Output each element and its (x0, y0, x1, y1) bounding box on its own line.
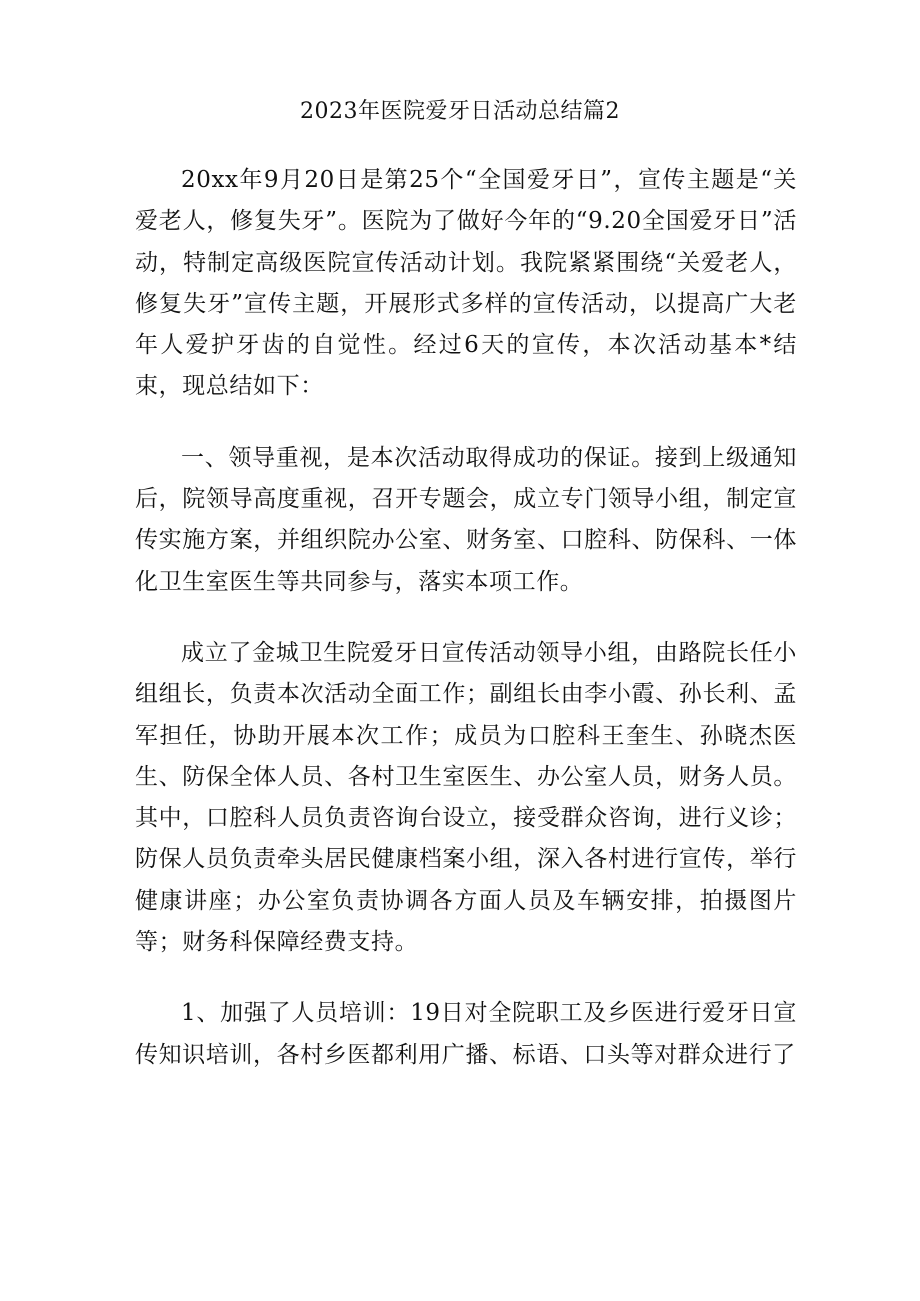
document-body (135, 160, 797, 1106)
paragraph-team: 成立了金城卫生院爱牙日宣传活动领导小组，由路院长任小组组长，负责本次活动全面工作；副组长由李小霞、孙长利、孟军担任，协助开展本次工作；成员为口腔科王奎生、孙晓杰医生、防保全体人员、各村卫生室医生、办公室人员，财务人员。其中，口腔科人员负责咨询台设立，接受群众咨询，进行义诊；防保人员负责牵头居民健康档案小组，深入各村进行宣传，举行健康讲座；办公室负责协调各方面人员及车辆安排，拍摄图片等；财务科保障经费支持。 (135, 639, 797, 956)
paragraph-leadership: 一、领导重视，是本次活动取得成功的保证。接到上级通知后，院领导高度重视，召开专题会，成立专门领导小组，制定宣传实施方案，并组织院办公室、财务室、口腔科、防保科、一体化卫生室医生等共同参与，落实本项工作。 (135, 444, 797, 595)
paragraph-intro: 20xx年9月20日是第25个“全国爱牙日”，宣传主题是“关爱老人，修复失牙”。医院为了做好今年的“9.20全国爱牙日”活动，特制定高级医院宣传活动计划。我院紧紧围绕“关爱老人，修复失牙”宣传主题，开展形式多样的宣传活动，以提高广大老年人爱护牙齿的自觉性。经过6天的宣传，本次活动基本*结束，现总结如下： (135, 167, 797, 400)
paragraph-training: 1、加强了人员培训：19日对全院职工及乡医进行爱牙日宣传知识培训，各村乡医都利用广播、标语、口头等对群众进行了 (135, 1000, 797, 1068)
document-title: 2023年医院爱牙日活动总结篇2 (300, 99, 620, 124)
